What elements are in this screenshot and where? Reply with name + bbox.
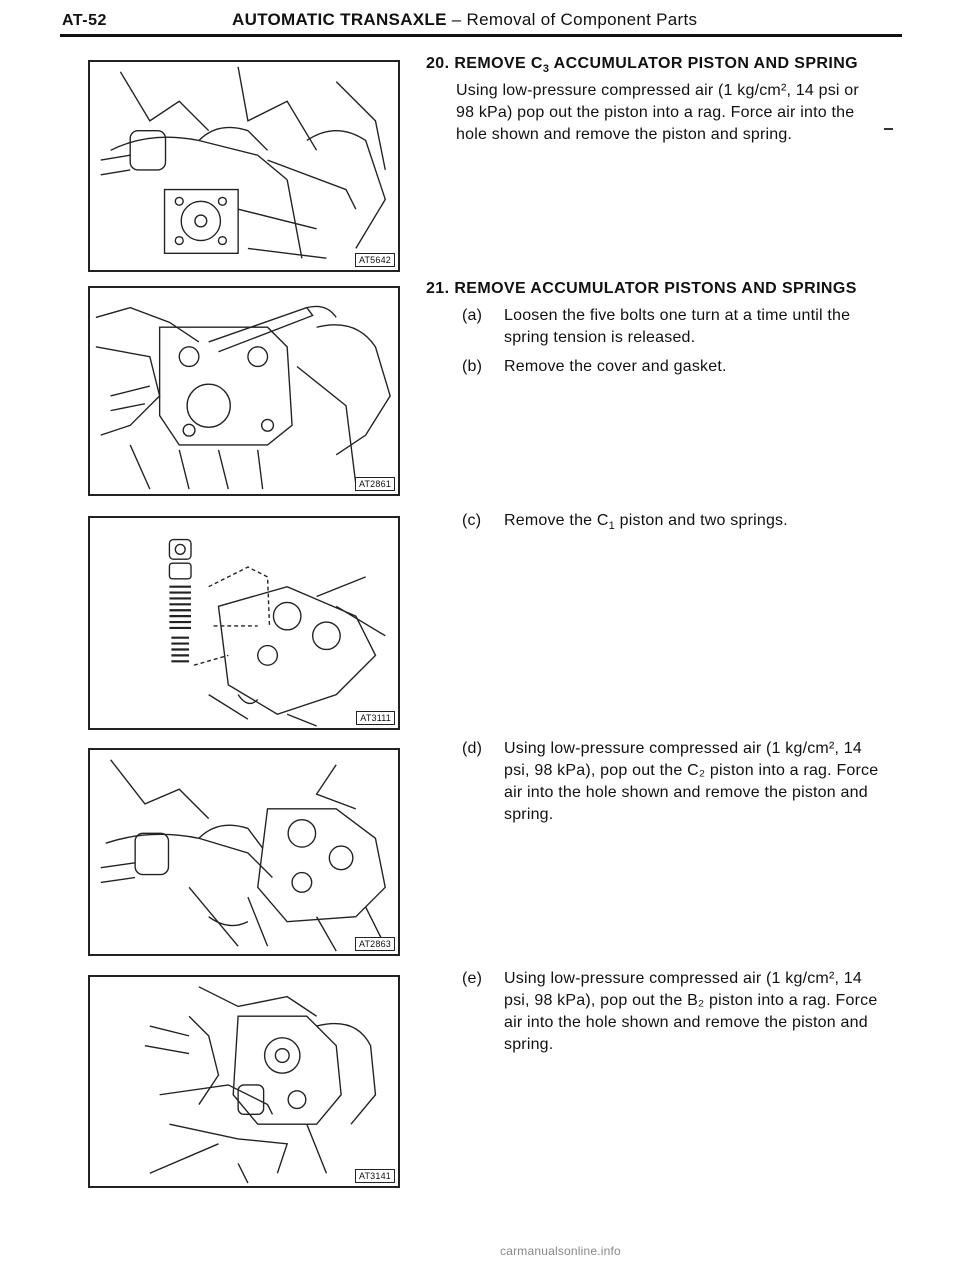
step-21c xyxy=(462,510,908,534)
step-21c-label: (c) xyxy=(462,512,482,529)
step-21d-text xyxy=(504,738,908,826)
air-gun-illustration-icon xyxy=(90,977,398,1186)
step-21e-line: air into the hole shown and remove the piston and xyxy=(504,1014,868,1031)
step-21e-label: (e) xyxy=(462,970,483,987)
step-21a-line: Loosen the five bolts one turn at a time until the xyxy=(504,307,851,324)
step-21e-line: psi, 98 kPa), pop out the B₂ piston into a rag. Force xyxy=(504,992,878,1009)
step-21e-line: Using low-pressure compressed air (1 kg/cm², 14 xyxy=(504,970,862,987)
step-21b-label: (b) xyxy=(462,358,483,375)
figure-code: AT2861 xyxy=(355,477,395,491)
step-21e xyxy=(462,968,908,1058)
step-21a-line: spring tension is released. xyxy=(504,329,696,346)
step-21-number: 21. xyxy=(426,280,450,297)
air-gun-illustration-icon xyxy=(90,750,398,954)
air-gun-illustration-icon xyxy=(90,62,398,270)
step-21a-label: (a) xyxy=(462,307,483,324)
figure-5 xyxy=(88,975,400,1188)
page-header xyxy=(0,0,960,48)
step-21d-label: (d) xyxy=(462,740,483,757)
figure-code: AT5642 xyxy=(355,253,395,267)
figure-4 xyxy=(88,748,400,956)
subsection-title: Removal of Component Parts xyxy=(466,10,698,29)
step-20-title-a: REMOVE C xyxy=(454,55,543,72)
wrench-cover-illustration-icon xyxy=(90,288,398,494)
step-21a-text xyxy=(504,305,908,349)
header-rule xyxy=(60,34,902,37)
step-20-heading xyxy=(426,55,858,75)
step-21d xyxy=(462,738,908,828)
step-20-line: Using low-pressure compressed air (1 kg/cm², 14 psi or xyxy=(456,82,859,99)
page-number: AT-52 xyxy=(62,12,107,29)
step-21e-line: spring. xyxy=(504,1036,554,1053)
step-21d-line: psi, 98 kPa), pop out the C₂ piston into a rag. Force xyxy=(504,762,879,779)
step-21d-line: spring. xyxy=(504,806,554,823)
step-20-number: 20. xyxy=(426,55,450,72)
step-21-heading xyxy=(426,280,857,298)
step-21c-text-b: piston and two springs. xyxy=(615,512,788,529)
figure-code: AT2863 xyxy=(355,937,395,951)
step-20-line: 98 kPa) pop out the piston into a rag. Force air into the xyxy=(456,104,855,121)
step-21e-text xyxy=(504,968,908,1056)
footer-watermark[interactable]: carmanualsonline.info xyxy=(500,1244,621,1258)
step-21b-line: Remove the cover and gasket. xyxy=(504,358,727,375)
step-21c-text xyxy=(504,510,908,537)
figure-1 xyxy=(88,60,400,272)
title-separator: – xyxy=(446,10,467,29)
figure-2 xyxy=(88,286,400,496)
piston-springs-exploded-illustration-icon xyxy=(90,518,398,728)
step-21b-text xyxy=(504,356,908,378)
step-21d-line: air into the hole shown and remove the piston and xyxy=(504,784,868,801)
figure-code: AT3141 xyxy=(355,1169,395,1183)
step-21-title: REMOVE ACCUMULATOR PISTONS AND SPRINGS xyxy=(454,280,857,297)
step-20-line: hole shown and remove the piston and spring. xyxy=(456,126,793,143)
step-21c-text-a: Remove the C xyxy=(504,512,609,529)
stray-mark xyxy=(884,128,893,130)
page-title xyxy=(232,10,697,30)
step-20-title-sub: 3 xyxy=(542,63,550,76)
figure-3 xyxy=(88,516,400,730)
step-20-body xyxy=(456,80,902,146)
step-21d-line: Using low-pressure compressed air (1 kg/cm², 14 xyxy=(504,740,862,757)
figure-code: AT3111 xyxy=(356,711,395,725)
step-20-title-b: ACCUMULATOR PISTON AND SPRING xyxy=(549,55,858,72)
step-21b xyxy=(462,356,908,380)
step-21c-text-sub: 1 xyxy=(608,520,615,533)
step-21a xyxy=(462,305,908,351)
section-title: AUTOMATIC TRANSAXLE xyxy=(232,10,447,29)
